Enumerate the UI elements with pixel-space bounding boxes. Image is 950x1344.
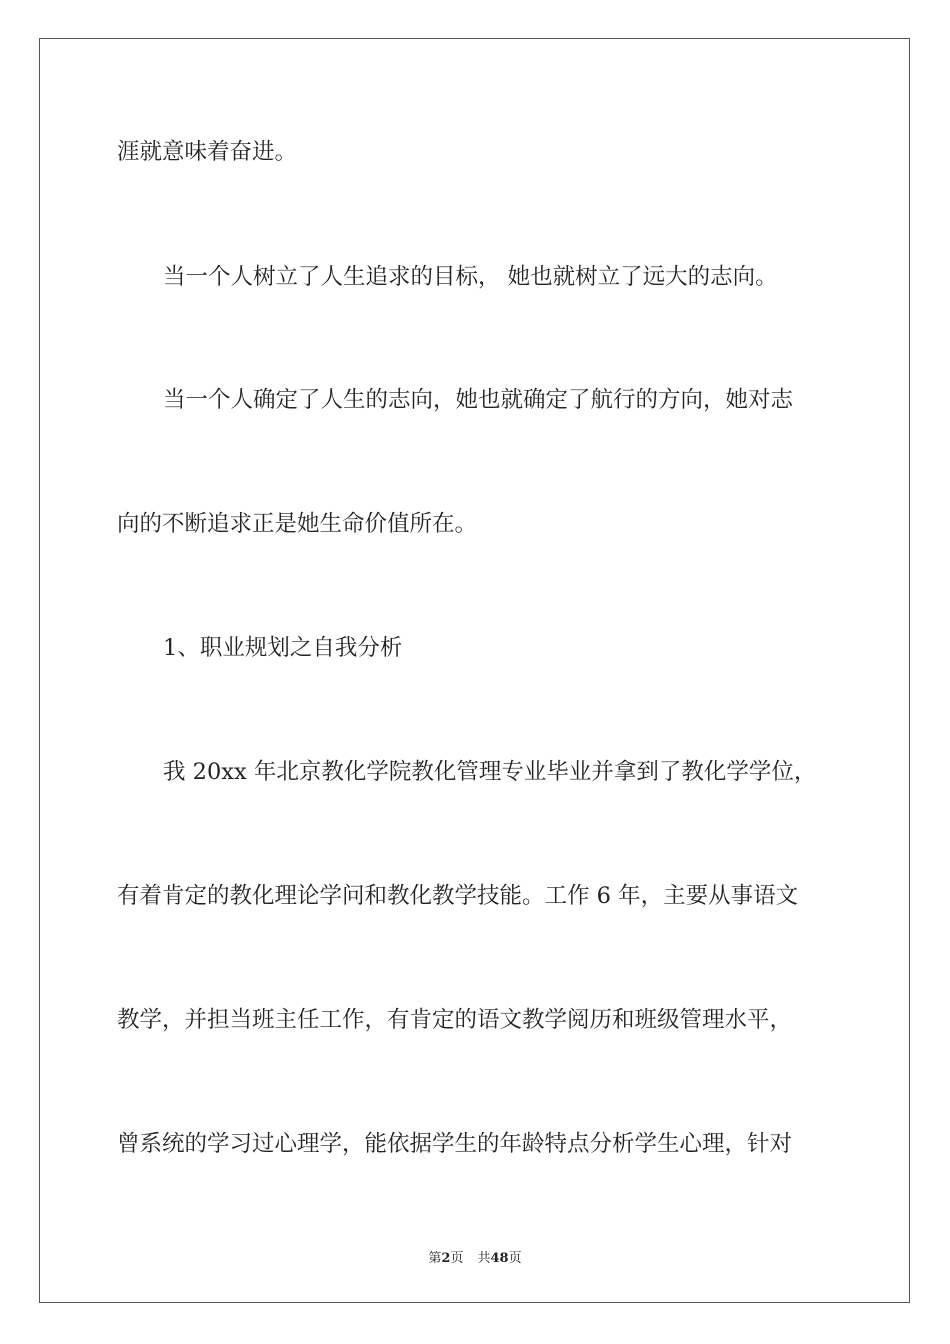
section-heading: 1、职业规划之自我分析 [163,635,403,661]
text-line-1: 涯就意味着奋进。 [117,139,298,165]
text-line-8: 教学，并担当班主任工作，有肯定的语文教学阅历和班级管理水平， [117,1007,793,1033]
page-footer [0,1247,950,1266]
footer-total-suffix: 页 [508,1251,522,1266]
page-frame [39,38,910,1303]
text-line-2: 当一个人树立了人生追求的目标， 她也就树立了远大的志向。 [163,264,778,290]
footer-total-pages: 48 [490,1251,509,1266]
text-line-6: 我 20xx 年北京教化学院教化管理专业毕业并拿到了教化学学位， [163,759,817,785]
footer-page-prefix: 第 [428,1251,442,1266]
text-line-7: 有着肯定的教化理论学问和教化教学技能。工作 6 年，主要从事语文 [117,883,799,909]
text-line-4: 向的不断追求正是她生命价值所在。 [117,511,478,537]
text-line-3: 当一个人确定了人生的志向，她也就确定了航行的方向，她对志 [163,387,794,413]
footer-page-suffix: 页 [450,1251,464,1266]
footer-page-number: 2 [441,1251,451,1266]
text-line-9: 曾系统的学习过心理学，能依据学生的年龄特点分析学生心理，针对 [117,1131,793,1157]
footer-total-prefix: 共 [477,1251,491,1266]
